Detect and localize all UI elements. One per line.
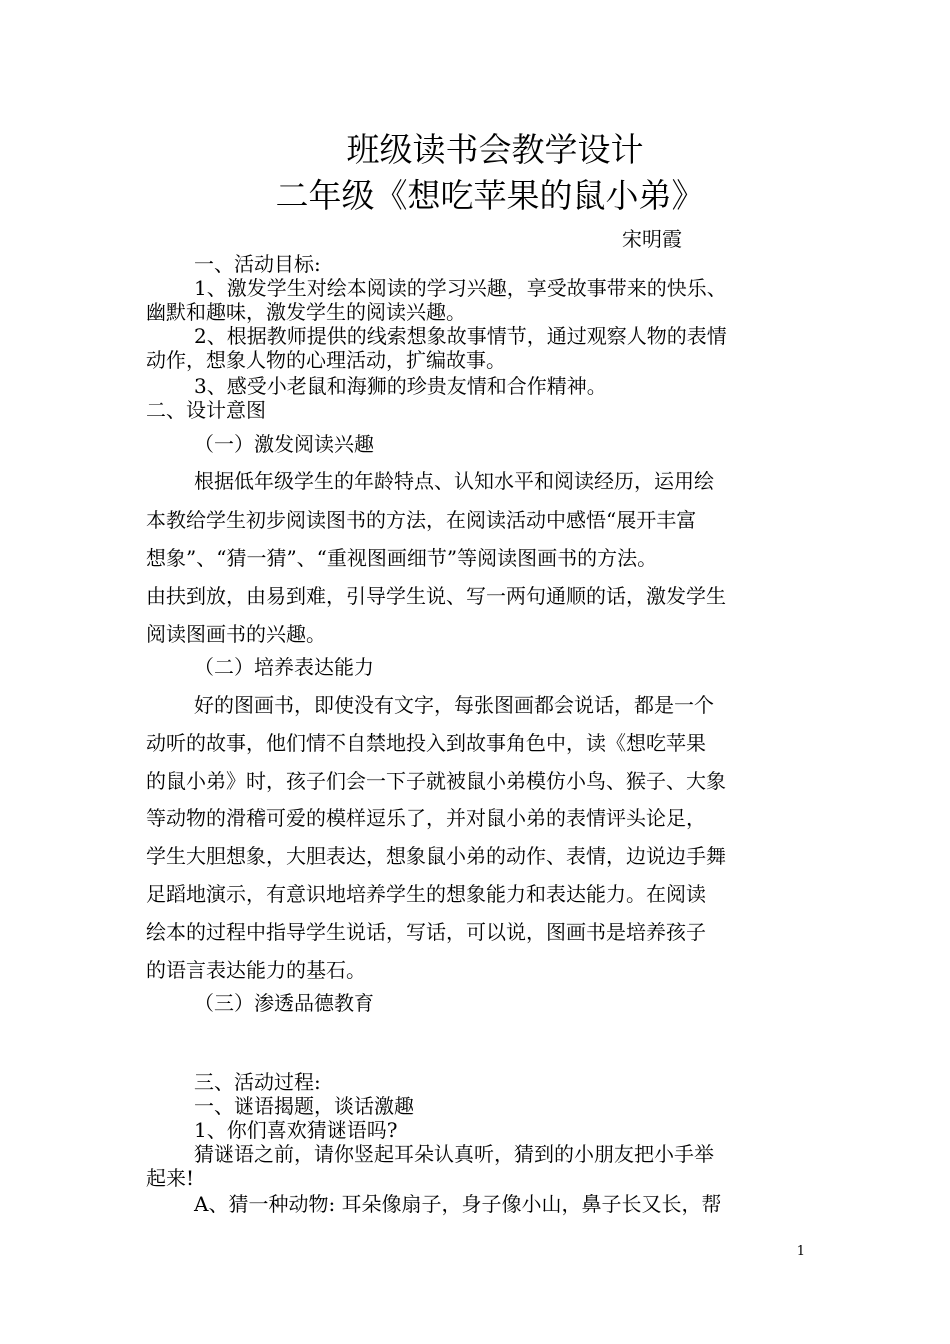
section-heading-process: 三、活动过程: <box>194 1070 321 1094</box>
page-number: 1 <box>796 1244 805 1259</box>
intent-paragraph-1-line-3: 想象”、“猜一猜”、“重视图画细节”等阅读图画书的方法。 <box>146 546 658 570</box>
intent-subheading-3: （三）渗透品德教育 <box>194 991 374 1015</box>
intent-paragraph-2-line-7: 绘本的过程中指导学生说话，写话，可以说，图画书是培养孩子 <box>146 920 706 944</box>
process-paragraph-1-line-2: 起来! <box>146 1166 195 1190</box>
goal-3-line: 3、感受小老鼠和海狮的珍贵友情和合作精神。 <box>194 374 607 398</box>
intent-paragraph-2-line-8: 的语言表达能力的基石。 <box>146 958 366 982</box>
process-subheading-1: 一、谜语揭题，谈话激趣 <box>194 1094 414 1118</box>
goal-1-line-1: 1、激发学生对绘本阅读的学习兴趣，享受故事带来的快乐、 <box>194 276 727 300</box>
goal-2-line-1: 2、根据教师提供的线索想象故事情节，通过观察人物的表情 <box>194 324 727 348</box>
intent-paragraph-2-line-2: 动听的故事，他们情不自禁地投入到故事角色中，读《想吃苹果 <box>146 731 706 755</box>
intent-paragraph-2-line-4: 等动物的滑稽可爱的模样逗乐了，并对鼠小弟的表情评头论足， <box>146 806 706 830</box>
document-subtitle: 二年级《想吃苹果的鼠小弟》 <box>275 176 705 215</box>
intent-paragraph-2-line-3: 的鼠小弟》时，孩子们会一下子就被鼠小弟模仿小鸟、猴子、大象 <box>146 769 726 793</box>
author-name: 宋明霞 <box>622 227 682 251</box>
intent-paragraph-1-line-4: 由扶到放，由易到难，引导学生说、写一两句通顺的话，激发学生 <box>146 584 726 608</box>
intent-paragraph-2-line-5: 学生大胆想象，大胆表达，想象鼠小弟的动作、表情，边说边手舞 <box>146 844 726 868</box>
intent-paragraph-1-line-5: 阅读图画书的兴趣。 <box>146 622 326 646</box>
intent-subheading-1: （一）激发阅读兴趣 <box>194 432 374 456</box>
goal-1-line-2: 幽默和趣味，激发学生的阅读兴趣。 <box>146 300 466 324</box>
process-question-1: 1、你们喜欢猜谜语吗? <box>194 1118 398 1142</box>
section-heading-goals: 一、活动目标: <box>194 252 321 276</box>
intent-subheading-2: （二）培养表达能力 <box>194 655 374 679</box>
intent-paragraph-2-line-1: 好的图画书，即使没有文字，每张图画都会说话，都是一个 <box>194 693 714 717</box>
process-paragraph-1-line-1: 猜谜语之前，请你竖起耳朵认真听，猜到的小朋友把小手举 <box>194 1142 714 1166</box>
intent-paragraph-2-line-6: 足蹈地演示，有意识地培养学生的想象能力和表达能力。在阅读 <box>146 882 706 906</box>
process-riddle-a: A、猜一种动物: 耳朵像扇子，身子像小山，鼻子长又长，帮 <box>194 1192 722 1216</box>
intent-paragraph-1-line-2: 本教给学生初步阅读图书的方法，在阅读活动中感悟“展开丰富 <box>146 508 697 532</box>
intent-paragraph-1-line-1: 根据低年级学生的年龄特点、认知水平和阅读经历，运用绘 <box>194 469 714 493</box>
section-heading-intent: 二、设计意图 <box>146 398 266 422</box>
document-title: 班级读书会教学设计 <box>346 130 644 169</box>
goal-2-line-2: 动作，想象人物的心理活动，扩编故事。 <box>146 348 506 372</box>
